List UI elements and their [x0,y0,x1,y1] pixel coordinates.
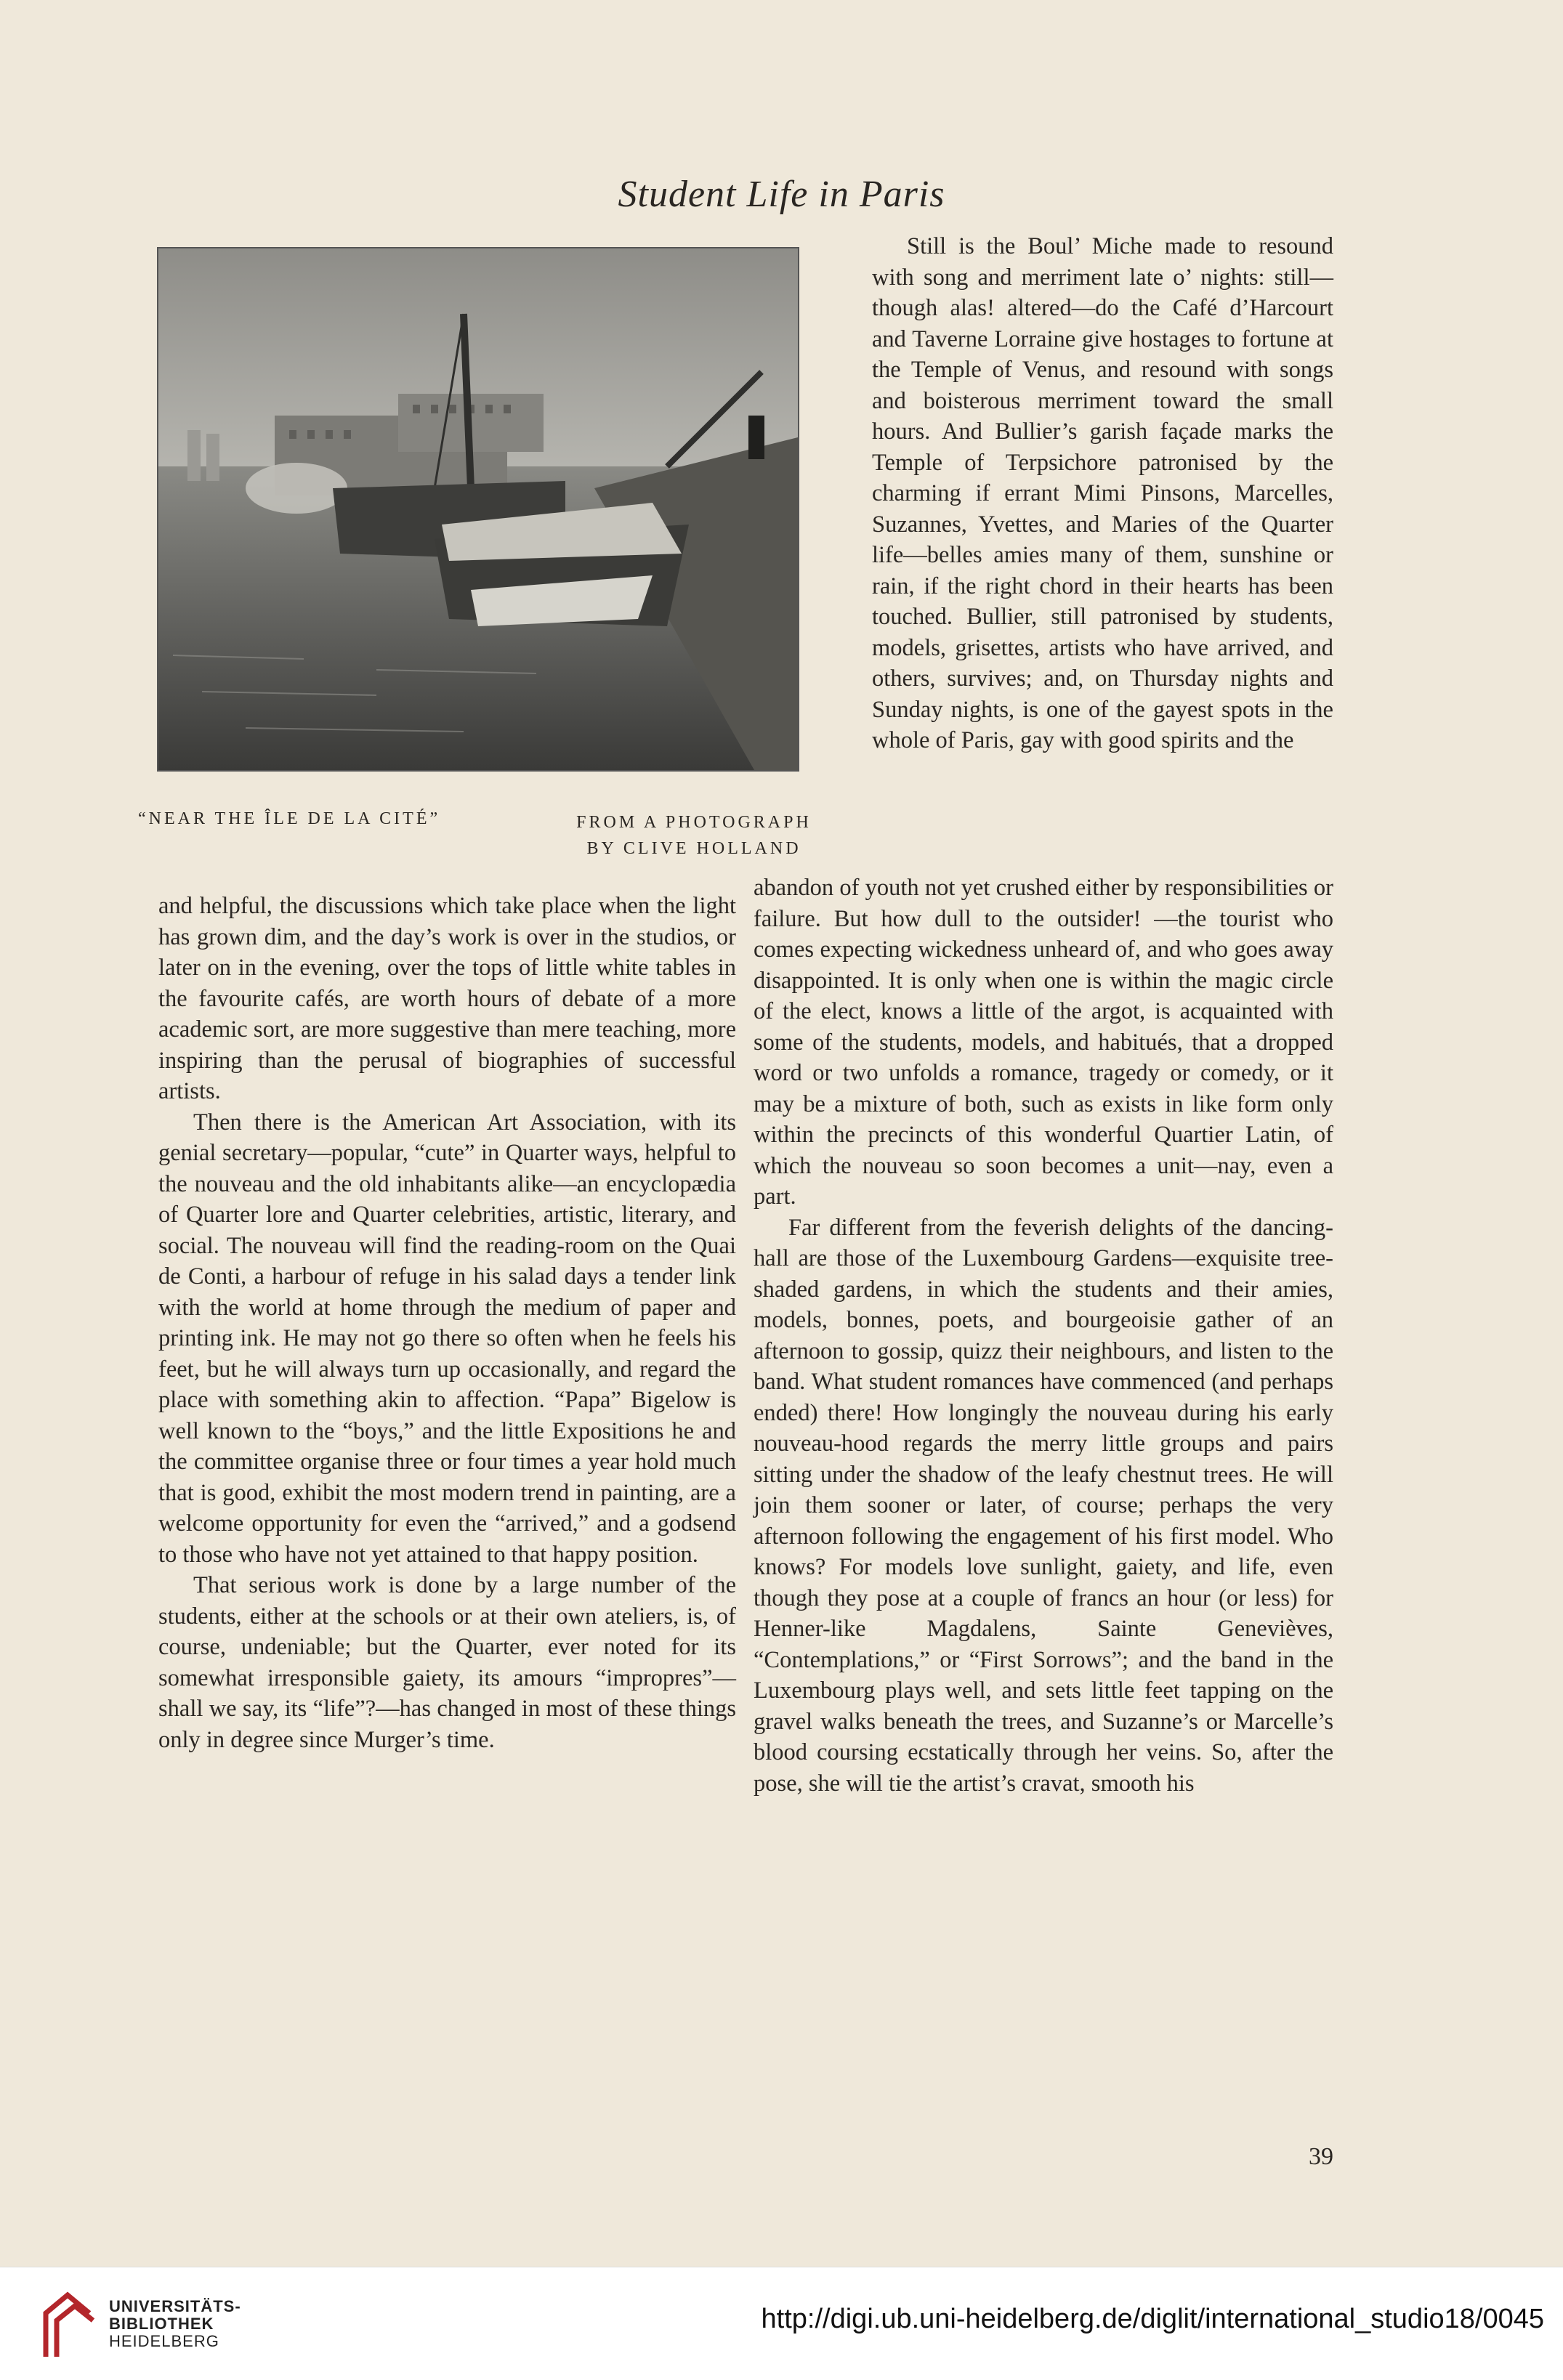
source-url-link[interactable]: http://digi.ub.uni-heidelberg.de/diglit/international_studio18/0045 [761,2304,1544,2334]
paragraph: Then there is the American Art Association, with its genial secretary—popular, “cute” in Quarter ways, helpful to the nouveau and the old inhabitants alike—an encyclopædia of Quarter lore and Quarter celebrities, artistic, literary, and social. The nouveau will find the reading-room on the Quai de Conti, a harbour of refuge in his salad days a tender link with the world at home through the medium of paper and printing ink. He may not go there so often when he feels his feet, but he will always turn up occasionally, and regard the place with something akin to affection. “Papa” Bigelow is well known to the “boys,” and the little Expositions he and the committee organise three or four times a year hold much that is good, exhibit the most modern trend in painting, are a welcome opportunity for even the “arrived,” and a godsend to those who have not yet attained to that happy position. [158,1109,736,1568]
paragraph: Far different from the feverish delights of the dancing-hall are those of the Luxembourg Gardens—exquisite tree-shaded gardens, in which the students and their amies, models, bonnes, poets, and bourgeoisie gather of an afternoon to gossip, quizz their neighbours, and listen to the band. What student romances have commenced (and perhaps ended) there! How longingly the nouveau during his early nouveau-hood regards the merry little groups and pairs sitting under the shadow of the leafy chestnut trees. He will join them sooner or later, of course; perhaps the very afternoon following the engagement of his first model. Who knows? For models love sunlight, gaiety, and life, even though they pose at a couple of francs an hour (or less) for Henner-like Magdalens, Sainte Geneviѐves, “Contemplations,” or “First Sorrows”; and the band in the Luxembourg plays well, and sets little feet tapping on the gravel walks beneath the trees, and Suzanne’s or Marcelle’s blood coursing ecstatically through her veins. So, after the pose, she will tie the artist’s cravat, smooth his [754,1214,1333,1797]
paragraph: That serious work is done by a large number of the students, either at the schools or at their own ateliers, is, of course, undeniable; but the Quarter, ever noted for its somewhat irresponsible gaiety, its amours “impropres”—shall we say, its “life”?—has changed in most of these things only in degree since Murger’s time. [158,1572,736,1753]
photo-illustration [158,248,798,770]
library-name [109,2298,241,2350]
left-column [158,891,736,1755]
paragraph: Still is the Boul’ Miche made to resound with song and merriment late o’ nights: still—though alas! altered—do the Café d’Harcourt and Taverne Lorraine give hostages to fortune at the Temple of Venus, and resound with songs and boisterous merriment toward the small hours. And Bullier’s garish façade marks the Temple of Terpsichore patronised by the charming if errant Mimi Pinsons, Marcelles, Suzannes, Yvettes, and Maries of the Quarter life—belles amies many of them, sunshine or rain, if the right chord in their hearts has been touched. Bullier, still patronised by students, models, grisettes, artists who have arrived, and others, survives; and, on Thursday nights and Sunday nights, is one of the gayest spots in the whole of Paris, gay with good spirits and the [872,233,1333,753]
paragraph: and helpful, the discussions which take place when the light has grown dim, and the day’s work is over in the studios, or later on in the evening, over the tops of little white tables in the favourite cafés, are worth hours of debate of a more academic sort, are more suggestive than mere teaching, more inspiring than the perusal of biographies of successful artists. [158,893,736,1104]
library-name-line-1: UNIVERSITÄTS- [109,2297,241,2315]
library-logo-icon [35,2288,100,2360]
page-number: 39 [1309,2143,1333,2170]
right-column-top-text [872,231,1333,756]
digitization-footer [0,2267,1563,2380]
running-title: Student Life in Paris [618,174,945,215]
photo-caption-credit [567,809,821,862]
library-name-line-2: BIBLIOTHEK [109,2315,214,2333]
paragraph: abandon of youth not yet crushed either by responsibilities or failure. But how dull to the outsider! —the tourist who comes expecting wickedness unheard of, and who goes away disappointed. It is only when one is within the magic circle of the elect, knows a little of the argot, is acquainted with some of the students, models, and habitués, that a dropped word or two unfolds a romance, tragedy or comedy, or it may be a mixture of both, such as exists in like form only within the precincts of this wonderful Quartier Latin, of which the nouveau so soon becomes a unit—nay, even a part. [754,875,1333,1210]
photo-credit-line-1: FROM A PHOTOGRAPH [576,813,812,832]
photo-credit-line-2: BY CLIVE HOLLAND [586,839,801,858]
right-column [754,873,1333,1799]
photo-caption-title: “NEAR THE ÎLE DE LA CITÉ” [138,809,441,828]
library-name-line-3: HEIDELBERG [109,2332,219,2350]
river-scene-photo [158,248,798,770]
